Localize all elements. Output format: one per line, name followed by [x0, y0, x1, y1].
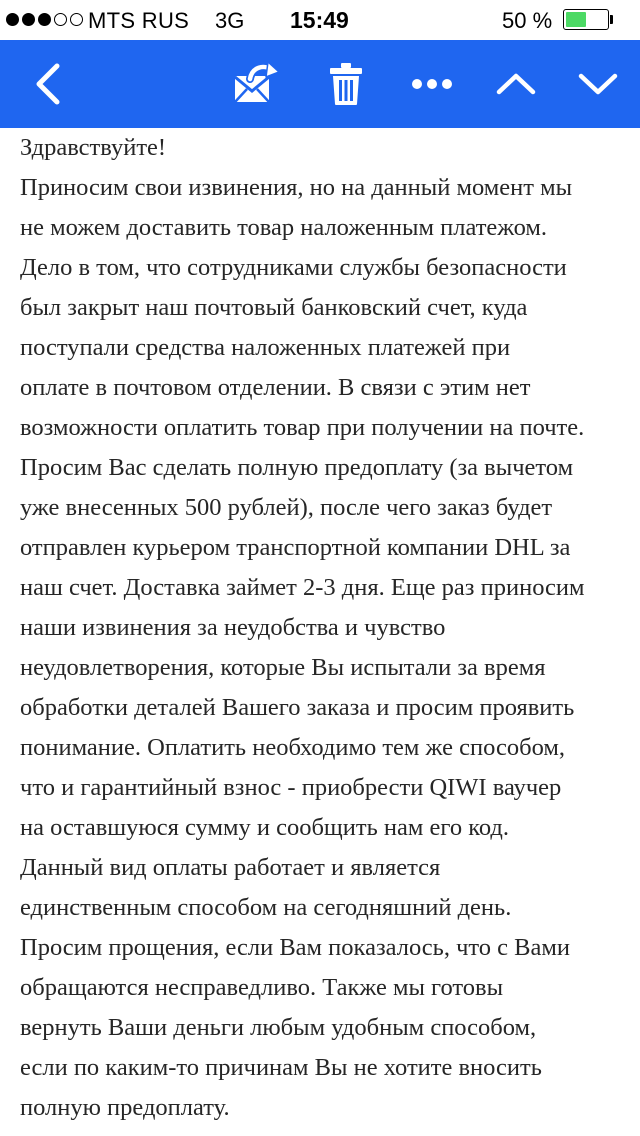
message-line: неудовлетворения, которые Вы испытали за время: [20, 654, 546, 681]
signal-dot: [38, 13, 51, 26]
message-line: Дело в том, что сотрудниками службы безопасности: [20, 254, 567, 281]
mail-toolbar: [0, 40, 640, 128]
previous-message-button[interactable]: [488, 40, 544, 128]
more-actions-button[interactable]: [404, 40, 460, 128]
signal-dot: [70, 13, 83, 26]
move-message-button[interactable]: [226, 40, 288, 128]
message-line: Просим прощения, если Вам показалось, что с Вами: [20, 934, 571, 961]
message-line: полную предоплату.: [20, 1094, 230, 1121]
carrier-name: MTS RUS: [88, 8, 190, 33]
network-type: 3G: [215, 8, 245, 33]
battery-percentage: 50 %: [502, 8, 553, 33]
message-body: [20, 128, 630, 1128]
delete-button[interactable]: [318, 40, 374, 128]
message-line: понимание. Оплатить необходимо тем же способом,: [20, 734, 565, 761]
message-line: вернуть Ваши деньги любым удобным способом,: [20, 1014, 537, 1041]
message-line: обработки деталей Вашего заказа и просим проявить: [20, 694, 575, 721]
status-time: 15:49: [290, 7, 349, 33]
message-line: обращаются несправедливо. Также мы готовы: [20, 974, 504, 1001]
message-line: был закрыт наш почтовый банковский счет, куда: [20, 294, 528, 321]
signal-dot: [22, 13, 35, 26]
trash-icon: [329, 62, 363, 106]
battery-level-fill: [566, 12, 586, 27]
message-line: Просим Вас сделать полную предоплату (за вычетом: [20, 454, 574, 481]
message-line: возможности оплатить товар при получении на почте.: [20, 414, 585, 441]
message-line: оплате в почтовом отделении. В связи с этим нет: [20, 374, 531, 401]
message-line: если по каким-то причинам Вы не хотите вносить: [20, 1054, 542, 1081]
message-line: что и гарантийный взнос - приобрести QIWI ваучер: [20, 774, 562, 801]
message-line: Приносим свои извинения, но на данный момент мы: [20, 174, 573, 201]
signal-dot: [6, 13, 19, 26]
back-chevron-icon: [33, 62, 63, 106]
message-line: отправлен курьером транспортной компании DHL за: [20, 534, 571, 561]
move-to-folder-icon: [232, 61, 282, 107]
message-line: Здравствуйте!: [20, 134, 167, 161]
next-message-button[interactable]: [570, 40, 626, 128]
message-line: Данный вид оплаты работает и является: [20, 854, 441, 881]
next-chevron-icon: [578, 72, 618, 96]
status-bar: [0, 0, 640, 40]
message-line: уже внесенных 500 рублей), после чего заказ будет: [20, 494, 553, 521]
battery-icon: [563, 9, 609, 30]
more-dots-icon: [411, 78, 453, 90]
message-line: единственным способом на сегодняшний день.: [20, 894, 512, 921]
message-line: не можем доставить товар наложенным платежом.: [20, 214, 548, 241]
battery-terminal: [610, 15, 613, 24]
back-button[interactable]: [20, 40, 76, 128]
previous-chevron-icon: [496, 72, 536, 96]
message-line: наш счет. Доставка займет 2-3 дня. Еще раз приносим: [20, 574, 585, 601]
message-line: поступали средства наложенных платежей при: [20, 334, 511, 361]
message-line: наши извинения за неудобства и чувство: [20, 614, 446, 641]
signal-strength-icon: [6, 13, 83, 27]
signal-dot: [54, 13, 67, 26]
message-line: на оставшуюся сумму и сообщить нам его код.: [20, 814, 509, 841]
